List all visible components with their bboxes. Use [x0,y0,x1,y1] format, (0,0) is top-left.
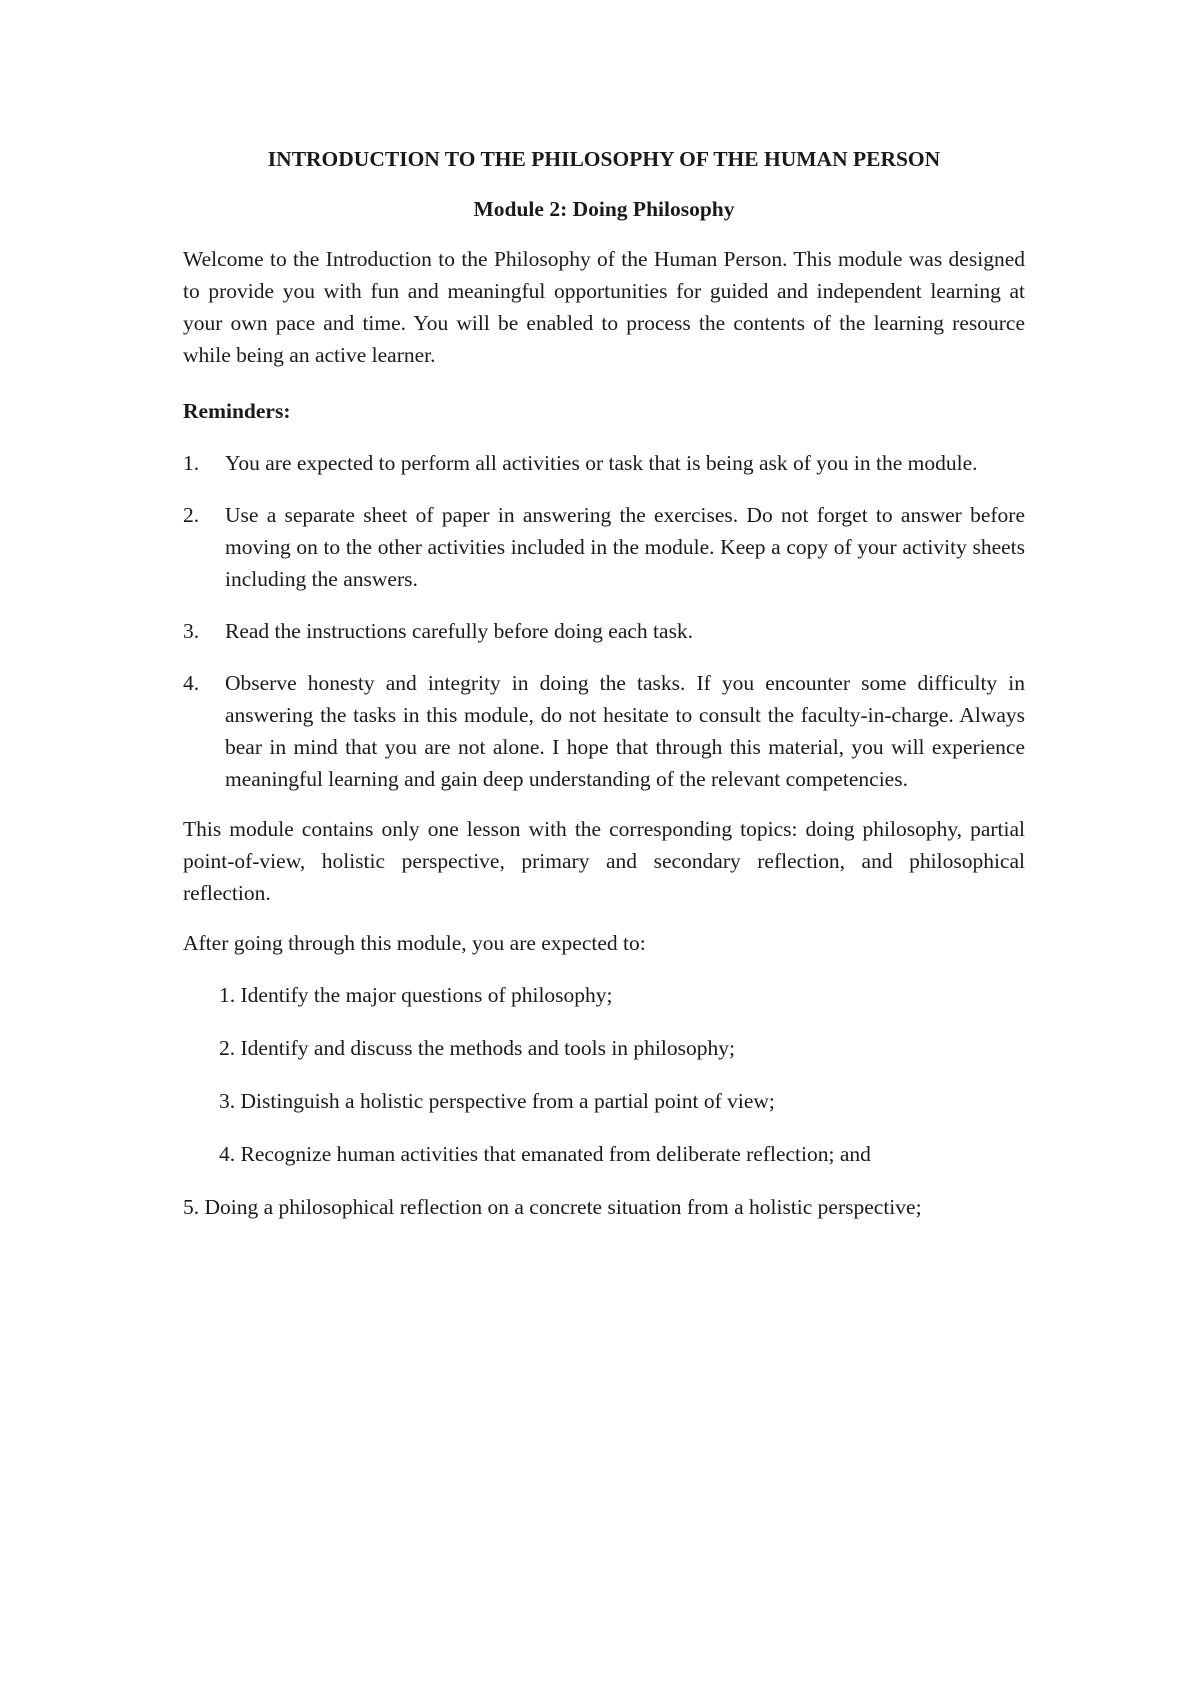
objective-item: 4. Recognize human activities that emanated from deliberate reflection; and [219,1142,871,1166]
module-contents-paragraph: This module contains only one lesson with the corresponding topics: doing philosophy, partial point-of-view, holistic perspective, primary and secondary reflection, and philosophical reflection. [183,817,1025,905]
intro-paragraph: Welcome to the Introduction to the Philosophy of the Human Person. This module was designed to provide you with fun and meaningful opportunities for guided and independent learning at your own pace and time. You will be enabled to process the contents of the learning resource while being an active learner. [183,247,1025,367]
reminder-item [183,615,1025,647]
objective-item: 1. Identify the major questions of philosophy; [219,983,613,1007]
reminders-heading: Reminders: [183,399,291,423]
reminder-text: Read the instructions carefully before doing each task. [225,619,694,643]
reminder-text: You are expected to perform all activities or task that is being ask of you in the module. [225,451,978,475]
objective-item: 2. Identify and discuss the methods and tools in philosophy; [219,1036,735,1060]
objective-item: 5. Doing a philosophical reflection on a concrete situation from a holistic perspective; [183,1195,922,1219]
document-page [183,143,1025,1223]
reminder-text: Observe honesty and integrity in doing the tasks. If you encounter some difficulty in answering the tasks in this module, do not hesitate to consult the faculty-in-charge. Always bear in mind that you are not alone. I hope that through this material, you will experience meaningful learning and gain deep understanding of the relevant competencies. [225,671,1025,791]
reminders-list [183,447,1025,795]
objectives-list [183,979,1025,1223]
module-subtitle: Module 2: Doing Philosophy [473,197,735,221]
objectives-intro: After going through this module, you are expected to: [183,931,646,955]
reminder-item [183,447,1025,479]
reminder-text: Use a separate sheet of paper in answering the exercises. Do not forget to answer before moving on to the other activities included in the module. Keep a copy of your activity sheets including the answers. [225,503,1025,591]
reminder-item [183,667,1025,795]
reminder-item [183,499,1025,595]
objective-item: 3. Distinguish a holistic perspective from a partial point of view; [219,1089,775,1113]
document-title: INTRODUCTION TO THE PHILOSOPHY OF THE HUMAN PERSON [267,147,941,171]
reminder-number: 2. [183,503,200,527]
reminder-number: 3. [183,619,200,643]
reminder-number: 4. [183,671,200,695]
reminder-number: 1. [183,451,200,475]
